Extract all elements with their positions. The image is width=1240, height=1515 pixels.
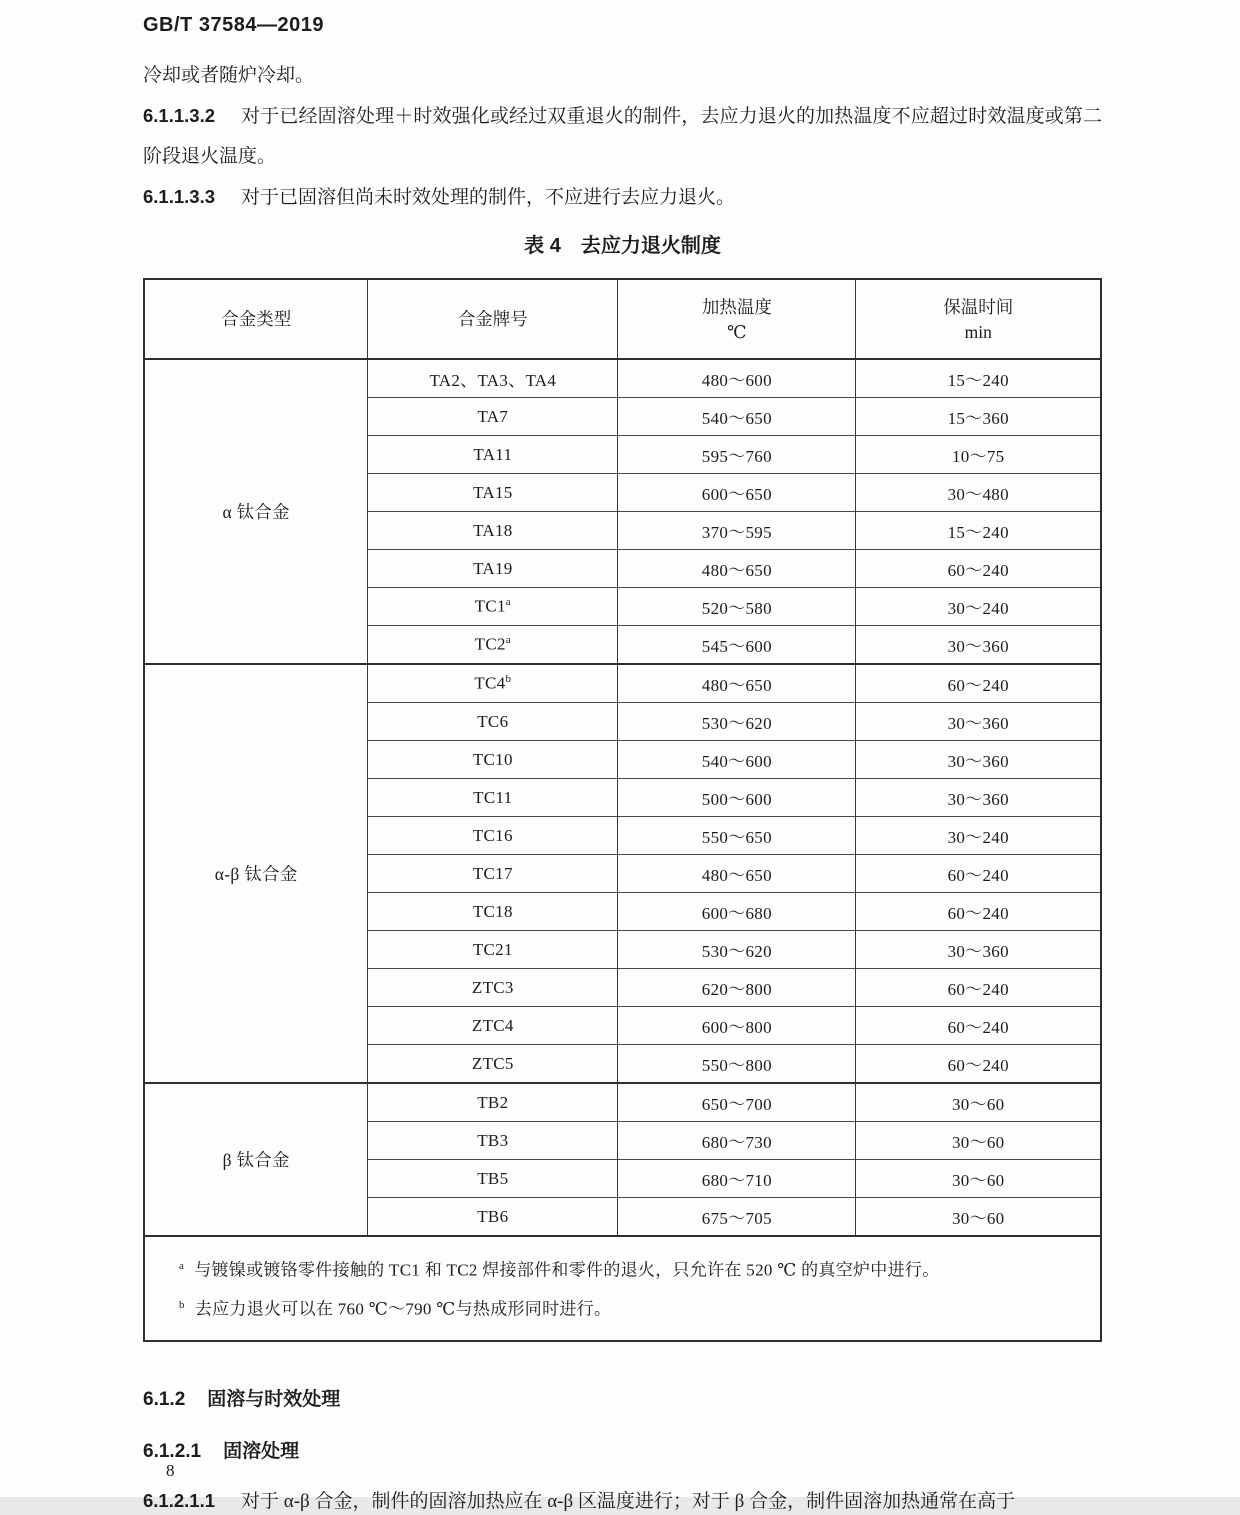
alloy-grade-cell: TB2 <box>368 1083 618 1122</box>
clause-text: 对于已经固溶处理＋时效强化或经过双重退火的制件，去应力退火的加热温度不应超过时效温度或第二阶段退火温度。 <box>143 106 1102 167</box>
footnote-marker: a <box>179 1260 185 1272</box>
alloy-grade-cell: TB3 <box>368 1122 618 1160</box>
header-label: 合金类型 <box>221 309 292 329</box>
heating-temperature-cell: 480～600 <box>618 359 856 398</box>
header-holding-time <box>856 279 1101 359</box>
heating-temperature-cell: 480～650 <box>618 550 856 588</box>
section-heading-6-1-2 <box>143 1388 1102 1412</box>
heating-temperature-cell: 540～600 <box>618 741 856 779</box>
holding-time-cell: 30～360 <box>856 779 1101 817</box>
heating-temperature-cell: 480～650 <box>618 855 856 893</box>
heating-temperature-cell: 545～600 <box>618 626 856 665</box>
alloy-grade-cell: ZTC4 <box>368 1007 618 1045</box>
alloy-grade-cell: TA11 <box>368 436 618 474</box>
heating-temperature-cell: 675～705 <box>618 1198 856 1237</box>
standard-code: GB/T 37584—2019 <box>143 14 324 36</box>
holding-time-cell: 30～480 <box>856 474 1101 512</box>
paragraph-cooling-text: 冷却或者随炉冷却。 <box>143 65 315 86</box>
header-unit: min <box>964 322 992 342</box>
heating-temperature-cell: 595～760 <box>618 436 856 474</box>
table-row <box>144 1083 1101 1122</box>
holding-time-cell: 30～60 <box>856 1083 1101 1122</box>
clause-number: 6.1.1.3.3 <box>143 186 216 207</box>
heating-temperature-cell: 620～800 <box>618 969 856 1007</box>
holding-time-cell: 30～60 <box>856 1122 1101 1160</box>
alloy-grade-cell: TA18 <box>368 512 618 550</box>
holding-time-cell: 60～240 <box>856 550 1101 588</box>
section-title: 固溶处理 <box>223 1441 300 1463</box>
section-title: 固溶与时效处理 <box>207 1389 341 1411</box>
heating-temperature-cell: 680～710 <box>618 1160 856 1198</box>
holding-time-cell: 30～360 <box>856 626 1101 665</box>
holding-time-cell: 30～360 <box>856 741 1101 779</box>
alloy-grade-cell: TC11 <box>368 779 618 817</box>
alloy-grade-cell: TA7 <box>368 398 618 436</box>
heating-temperature-cell: 550～650 <box>618 817 856 855</box>
clause-6-1-1-3-3 <box>143 177 1102 218</box>
holding-time-cell: 60～240 <box>856 1045 1101 1084</box>
heating-temperature-cell: 680～730 <box>618 1122 856 1160</box>
table-header <box>144 279 1101 359</box>
holding-time-cell: 10～75 <box>856 436 1101 474</box>
section-number: 6.1.2.1 <box>143 1441 202 1463</box>
heating-temperature-cell: 600～800 <box>618 1007 856 1045</box>
table-footnotes <box>144 1236 1101 1341</box>
alloy-grade-cell: TC21 <box>368 931 618 969</box>
header-unit: ℃ <box>727 322 747 342</box>
table-body <box>144 359 1101 1341</box>
holding-time-cell: 60～240 <box>856 855 1101 893</box>
holding-time-cell: 30～360 <box>856 703 1101 741</box>
alloy-grade-cell: TA2、TA3、TA4 <box>368 359 618 398</box>
heating-temperature-cell: 600～650 <box>618 474 856 512</box>
holding-time-cell: 30～240 <box>856 817 1101 855</box>
holding-time-cell: 30～360 <box>856 931 1101 969</box>
clause-text: 对于已固溶但尚未时效处理的制件，不应进行去应力退火。 <box>241 187 736 208</box>
alloy-grade-cell: ZTC3 <box>368 969 618 1007</box>
header-label: 保温时间 <box>943 297 1014 317</box>
footnote-line <box>179 1288 1080 1327</box>
footnote-marker: a <box>505 596 511 609</box>
alloy-grade-cell: TC16 <box>368 817 618 855</box>
alloy-grade-cell: TA15 <box>368 474 618 512</box>
alloy-grade-cell: ZTC5 <box>368 1045 618 1084</box>
holding-time-cell: 60～240 <box>856 664 1101 703</box>
header-alloy-type <box>144 279 368 359</box>
table-header-row <box>144 279 1101 359</box>
section-number: 6.1.2 <box>143 1389 186 1411</box>
holding-time-cell: 60～240 <box>856 969 1101 1007</box>
holding-time-cell: 30～60 <box>856 1198 1101 1237</box>
header-alloy-grade <box>368 279 618 359</box>
footnote-marker: b <box>505 673 512 686</box>
alloy-type-cell: α-β 钛合金 <box>144 664 368 1083</box>
heating-temperature-cell: 650～700 <box>618 1083 856 1122</box>
alloy-grade-cell: TC17 <box>368 855 618 893</box>
heating-temperature-cell: 500～600 <box>618 779 856 817</box>
heating-temperature-cell: 480～650 <box>618 664 856 703</box>
header-label: 加热温度 <box>701 297 772 317</box>
clause-number: 6.1.2.1.1 <box>143 1490 216 1512</box>
table-row <box>144 664 1101 703</box>
alloy-grade-cell: TB5 <box>368 1160 618 1198</box>
alloy-grade-cell: TA19 <box>368 550 618 588</box>
clause-text: 对于 α-β 合金，制件的固溶加热应在 α-β 区温度进行；对于 β 合金，制件固溶加热通常在高于 <box>241 1491 1016 1513</box>
heating-temperature-cell: 530～620 <box>618 703 856 741</box>
heating-temperature-cell: 530～620 <box>618 931 856 969</box>
alloy-grade-cell: TC10 <box>368 741 618 779</box>
footnote-text: 与镀镍或镀铬零件接触的 TC1 和 TC2 焊接部件和零件的退火，只允许在 520 ℃ 的真空炉中进行。 <box>194 1260 940 1280</box>
stress-relief-annealing-table <box>143 278 1102 1342</box>
holding-time-cell: 60～240 <box>856 893 1101 931</box>
header-heating-temperature <box>618 279 856 359</box>
heating-temperature-cell: 550～800 <box>618 1045 856 1084</box>
alloy-grade-cell: TC6 <box>368 703 618 741</box>
alloy-grade-cell: TB6 <box>368 1198 618 1237</box>
alloy-type-cell: α 钛合金 <box>144 359 368 664</box>
alloy-grade-cell: TC4$^b$ <box>368 664 618 703</box>
page-number: 8 <box>166 1461 175 1480</box>
clause-number: 6.1.1.3.2 <box>143 105 216 126</box>
footnote-marker: b <box>179 1298 185 1311</box>
clause-6-1-1-3-2 <box>143 96 1102 177</box>
holding-time-cell: 60～240 <box>856 1007 1101 1045</box>
holding-time-cell: 15～240 <box>856 359 1101 398</box>
header-label: 合金牌号 <box>457 309 528 329</box>
table-footnote-row <box>144 1236 1101 1341</box>
section-heading-6-1-2-1 <box>143 1440 1102 1464</box>
holding-time-cell: 30～240 <box>856 588 1101 626</box>
heating-temperature-cell: 600～680 <box>618 893 856 931</box>
heating-temperature-cell: 520～580 <box>618 588 856 626</box>
alloy-type-cell: β 钛合金 <box>144 1083 368 1236</box>
alloy-grade-cell: TC1$^a$ <box>368 588 618 626</box>
footnote-text: 去应力退火可以在 760 ℃～790 ℃与热成形同时进行。 <box>194 1299 612 1319</box>
table-row <box>144 359 1101 398</box>
table-caption: 表 4 去应力退火制度 <box>524 235 721 257</box>
clause-6-1-2-1-1 <box>143 1488 1102 1515</box>
heating-temperature-cell: 370～595 <box>618 512 856 550</box>
heating-temperature-cell: 540～650 <box>618 398 856 436</box>
holding-time-cell: 15～360 <box>856 398 1101 436</box>
footnote-line <box>179 1249 1080 1288</box>
alloy-grade-cell: TC2$^a$ <box>368 626 618 665</box>
holding-time-cell: 15～240 <box>856 512 1101 550</box>
paragraph-cooling <box>143 56 1102 96</box>
holding-time-cell: 30～60 <box>856 1160 1101 1198</box>
footnote-marker: a <box>505 634 511 647</box>
alloy-grade-cell: TC18 <box>368 893 618 931</box>
